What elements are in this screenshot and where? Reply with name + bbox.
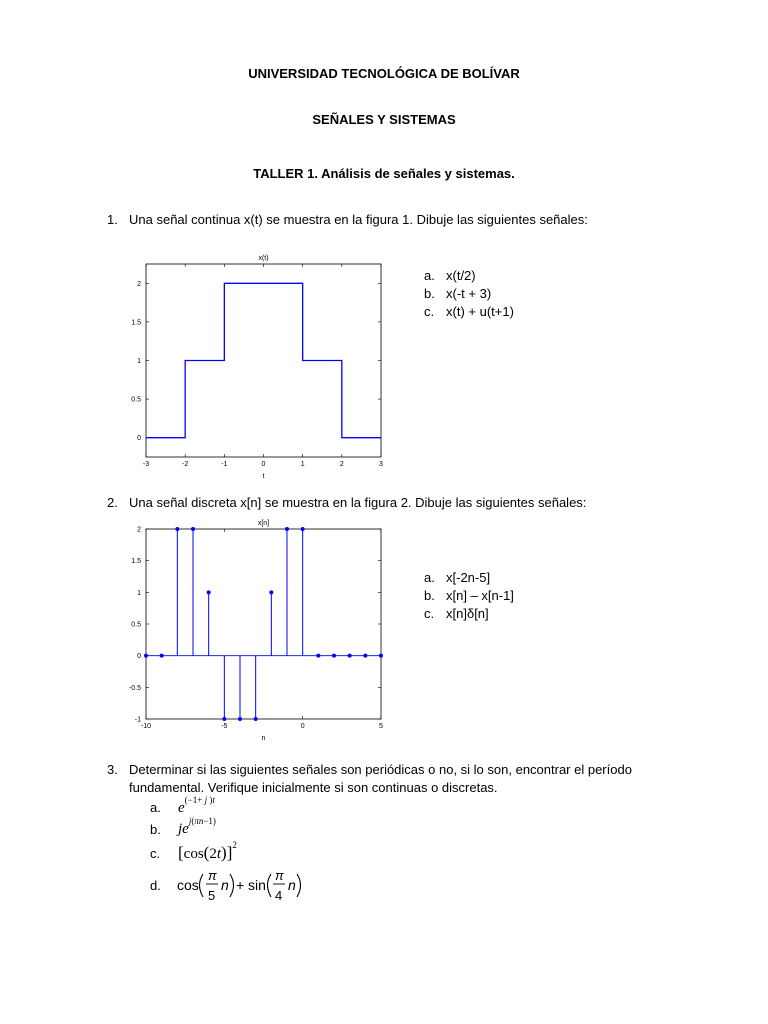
- x-tick-label: -10: [140, 723, 152, 730]
- list-item: b. x[n] – x[n-1]: [424, 588, 514, 603]
- x-axis-label: t: [262, 473, 265, 478]
- svg-text:π: π: [208, 868, 217, 883]
- y-tick-label: 0: [137, 435, 141, 443]
- y-tick-label: 1.5: [131, 558, 141, 566]
- stem-point: [191, 527, 195, 531]
- y-tick-label: -0.5: [128, 684, 141, 692]
- y-tick-label: 2: [137, 280, 141, 288]
- svg-text:sin: sin: [248, 877, 266, 893]
- q3-item-a-expression: $e^{(-1+ j )t}$: [178, 795, 215, 816]
- stem-point: [207, 590, 211, 594]
- stem-point: [222, 717, 226, 721]
- svg-text:4: 4: [275, 888, 283, 903]
- list-item: b. x(-t + 3): [424, 286, 492, 301]
- figure-1-chart: [120, 246, 400, 478]
- course-title: SEÑALES Y SISTEMAS: [312, 112, 456, 127]
- y-tick-label: 1: [137, 358, 141, 365]
- question-text-line-1: Determinar si las siguientes señales son periódicas o no, si lo son, encontrar el período: [129, 762, 632, 777]
- chart-title: x(t): [258, 255, 269, 262]
- university-title: UNIVERSIDAD TECNOLÓGICA DE BOLÍVAR: [248, 66, 520, 81]
- chart-title: x[n]: [257, 520, 270, 527]
- stem-point: [285, 527, 289, 531]
- svg-text:n: n: [221, 877, 229, 893]
- x-tick-label: 1: [300, 461, 305, 468]
- question-number: 3.: [107, 762, 118, 777]
- question-text: Una señal discreta x[n] se muestra en la figura 2. Dibuje las siguientes señales:: [129, 495, 587, 510]
- stem-point: [301, 527, 305, 531]
- y-tick-label: 0.5: [131, 396, 141, 404]
- svg-text:π: π: [275, 868, 284, 883]
- stem-point: [175, 527, 179, 531]
- x-tick-label: 0: [261, 461, 266, 468]
- x-tick-label: 2: [339, 461, 344, 468]
- question-text-line-2: fundamental. Verifique inicialmente si son continuas o discretas.: [129, 780, 498, 795]
- question-1-items: [424, 268, 514, 322]
- stem-point: [238, 717, 242, 721]
- q3-item-c-label: c.: [150, 846, 161, 861]
- svg-text:n: n: [288, 877, 296, 893]
- y-tick-label: 1.5: [131, 319, 141, 327]
- x-tick-label: 5: [379, 723, 383, 730]
- y-tick-label: 2: [137, 526, 141, 534]
- list-item: c. x(t) + u(t+1): [424, 304, 514, 319]
- question-2-items: [424, 570, 514, 624]
- q3-item-b-label: b.: [150, 822, 161, 837]
- y-tick-label: 1: [137, 589, 141, 597]
- svg-text:5: 5: [208, 888, 216, 903]
- x-tick-label: -2: [182, 461, 189, 468]
- plot-area: [146, 529, 381, 719]
- x-tick-label: -3: [142, 461, 150, 468]
- plot-area: [146, 264, 381, 457]
- workshop-title: TALLER 1. Análisis de señales y sistemas.: [253, 166, 515, 181]
- y-tick-label: -1: [134, 716, 141, 724]
- list-item: c. x[n]δ[n]: [424, 606, 489, 621]
- list-item: a. x[-2n-5]: [424, 570, 491, 585]
- question-number: 2.: [107, 495, 118, 510]
- x-tick-label: 3: [379, 461, 383, 468]
- q3-item-d-expression: [174, 862, 308, 908]
- figure-2-chart: [120, 512, 400, 744]
- svg-text:cos: cos: [177, 877, 199, 893]
- stem-point: [269, 590, 273, 594]
- x-axis-label: n: [261, 735, 266, 742]
- x-tick-label: -5: [221, 723, 228, 730]
- x-tick-label: -1: [221, 461, 228, 468]
- list-item: a. x(t/2): [424, 268, 476, 283]
- svg-text:+: +: [236, 877, 245, 893]
- y-tick-label: 0.5: [131, 621, 141, 629]
- y-tick-label: 0: [137, 653, 141, 661]
- q3-item-a-label: a.: [150, 800, 161, 815]
- q3-item-b-expression: $je^{j(\pi n-1)}$: [178, 816, 216, 837]
- stem-point: [254, 717, 258, 721]
- q3-item-d-label: d.: [150, 878, 161, 893]
- x-tick-label: 0: [300, 723, 305, 730]
- question-text: Una señal continua x(t) se muestra en la figura 1. Dibuje las siguientes señales:: [129, 212, 588, 227]
- q3-item-c-expression: $[\cos(2t)]^2$: [178, 840, 237, 862]
- question-number: 1.: [107, 212, 118, 227]
